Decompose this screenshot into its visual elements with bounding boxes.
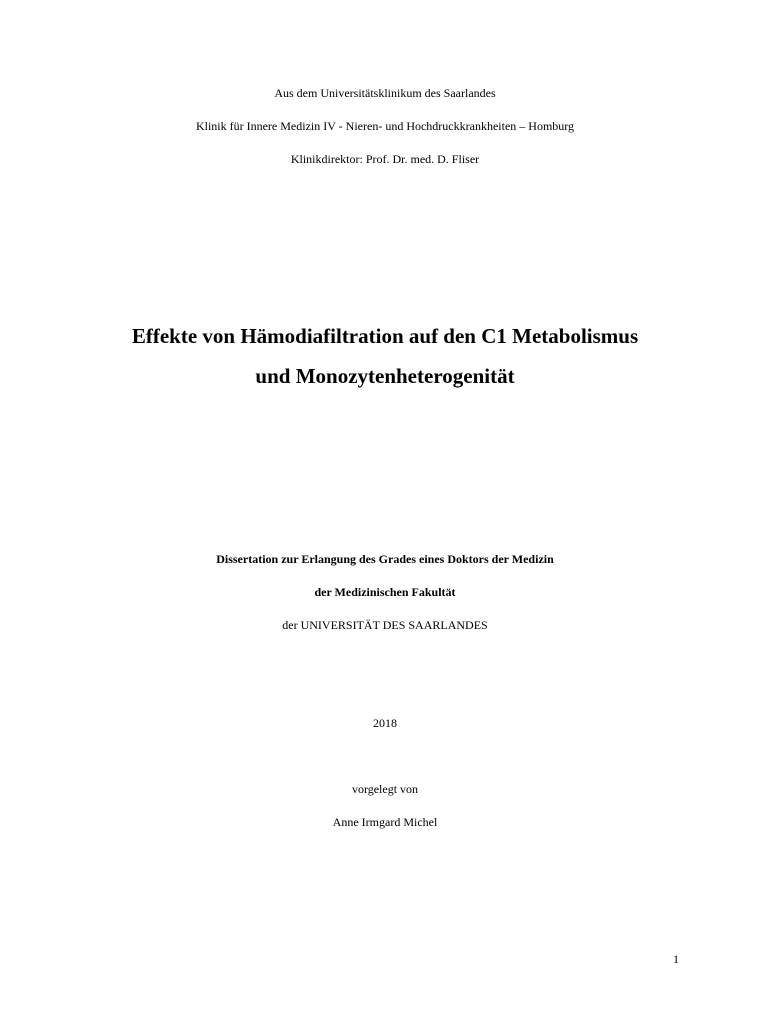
dissertation-university: der UNIVERSITÄT DES SAARLANDES: [282, 618, 488, 632]
title-line-2: und Monozytenheterogenität: [255, 364, 515, 388]
author-name: Anne Irmgard Michel: [332, 815, 438, 829]
dissertation-faculty: der Medizinischen Fakultät: [314, 585, 456, 599]
header-university: Aus dem Universitätsklinikum des Saarlandes: [274, 86, 496, 100]
title-line-1: Effekte von Hämodiafiltration auf den C1 Metabolismus: [131, 324, 639, 348]
submitted-label: vorgelegt von: [351, 782, 419, 796]
dissertation-line-1: Dissertation zur Erlangung des Grades eines Doktors der Medizin: [216, 552, 554, 566]
year: 2018: [373, 716, 397, 730]
header-director: Klinikdirektor: Prof. Dr. med. D. Fliser: [290, 152, 480, 166]
header-clinic: Klinik für Innere Medizin IV - Nieren- und Hochdruckkrankheiten – Homburg: [195, 119, 575, 133]
page-number: 1: [673, 952, 679, 966]
